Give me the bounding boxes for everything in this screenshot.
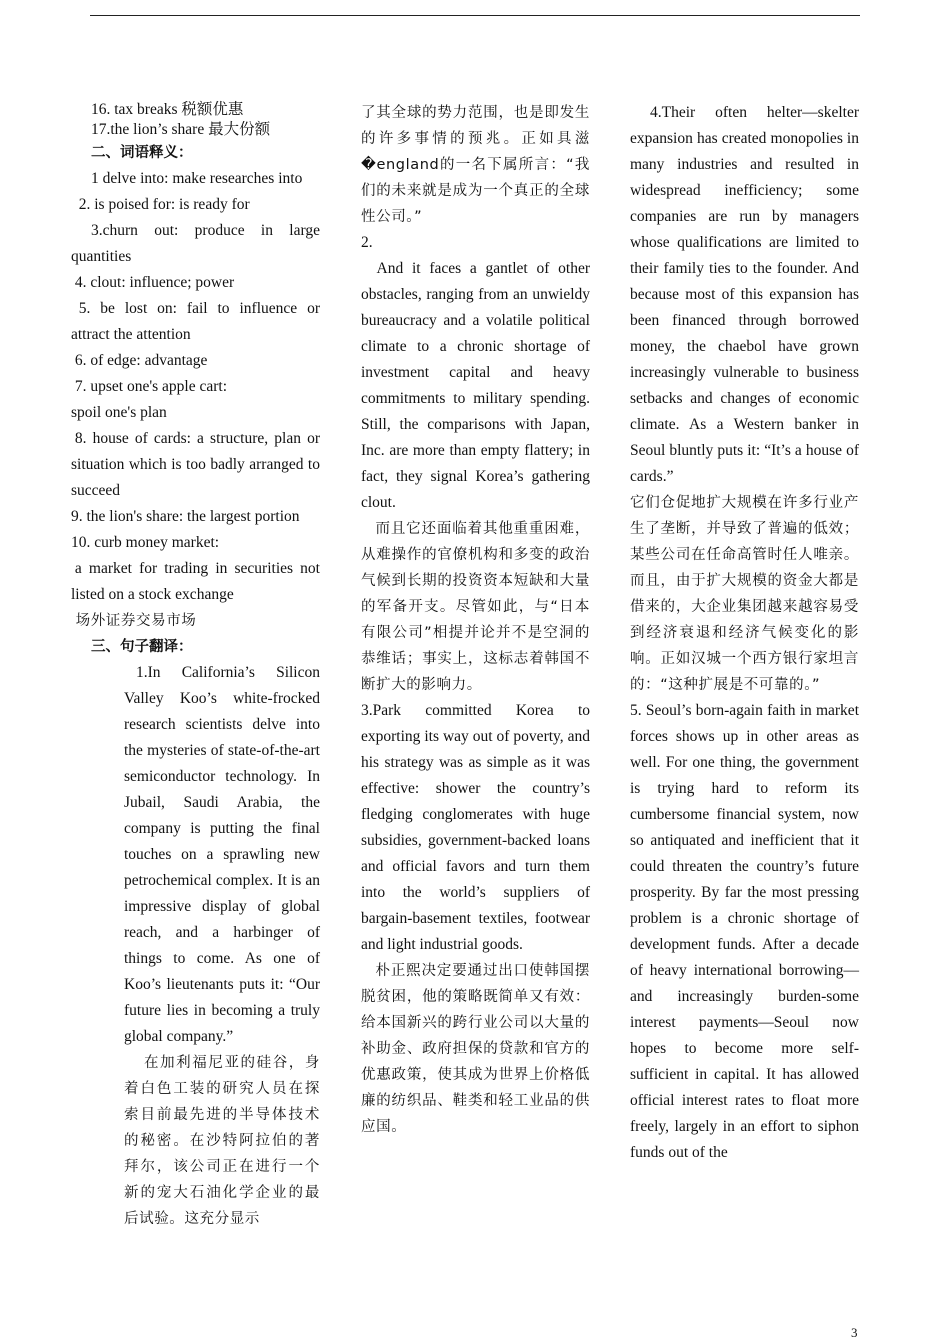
column-2 <box>361 100 590 1140</box>
sentence-4-english: 4.Their often helter—skelter expansion has created monopolies in many industries and resulted in widespread inefficiency; some companies are run by managers whose qualifications are limited to their family ties to the founder. And because most of this expansion has been financed through borrowed money, the chaebol have grown increasingly vulnerable to business setbacks and changes of economic climate. As a Western banker in Seoul bluntly puts it: “It’s a house of cards.” <box>630 104 859 485</box>
definition-9: 9. the lion's share: the largest portion <box>71 508 300 525</box>
column-3 <box>630 100 859 1166</box>
definition-7-meaning: spoil one's plan <box>71 404 167 421</box>
sentence-2-chinese: 而且它还面临着其他重重困难，从难操作的官僚机构和多变的政治气候到长期的投资资本短缺和大量的军备开支。尽管如此，与“日本有限公司”相提并论并不是空洞的恭维话；事实上，这标志着韩国不断扩大的影响力。 <box>361 521 590 693</box>
sentence-3-english: 3.Park committed Korea to exporting its way out of poverty, and his strategy was as simple as it was effective: shower the country’s fledging conglomerates with huge subsidies, government-backed loans and official favors and turn them into the world’s suppliers of bargain-basement textiles, footwear and light industrial goods. <box>361 702 590 953</box>
definition-10: 10. curb money market: <box>71 534 220 551</box>
glossary-item-17: 17.the lion’s share 最大份额 <box>91 121 271 138</box>
definition-2: 2. is poised for: is ready for <box>78 196 250 213</box>
definition-10-chinese: 场外证券交易市场 <box>75 613 197 629</box>
sentence-2-number: 2. <box>361 234 373 251</box>
definition-5: 5. be lost on: fail to influence or attract the attention <box>71 300 320 343</box>
glossary-item-16: 16. tax breaks 税额优惠 <box>91 101 244 118</box>
definition-4: 4. clout: influence; power <box>74 274 235 291</box>
sentence-5-english: 5. Seoul’s born-again faith in market forces shows up in other areas as well. For one thing, the government is trying hard to reform its cumbersome financial system, now so antiquated and inefficient that it could threaten the country’s future prosperity. By far the most pressing problem is a chronic shortage of development funds. After a decade of heavy international borrowing—and increasingly burden-some interest payments—Seoul now hopes to become more self-sufficient in capital. It has allowed official interest rates to float more freely, largely in an effort to siphon funds out of the <box>630 702 859 1161</box>
page-number: 3 <box>851 1325 858 1340</box>
sentence-4-chinese: 它们仓促地扩大规模在许多行业产生了垄断，并导致了普遍的低效；某些公司在任命高管时任人唯亲。而且，由于扩大规模的资金大都是借来的，大企业集团越来越容易受到经济衰退和经济气候变化的影响。正如汉城一个西方银行家坦言的：“这种扩展是不可靠的。” <box>630 495 859 693</box>
sentence-2-english: And it faces a gantlet of other obstacles, ranging from an unwieldy bureaucracy and a volatile political climate to a chronic shortage of investment capital and heavy commitments to military spending. Still, the comparisons with Japan, Inc. are more than empty flattery; in fact, they signal Korea’s gathering clout. <box>361 260 590 511</box>
sentence-1-chinese-continued: 了其全球的势力范围，也是即发生的许多事情的预兆。正如具滋�england的一名下属所言：“我们的未来就是成为一个真正的全球性公司。” <box>361 105 590 225</box>
definition-10-meaning: a market for trading in securities not listed on a stock exchange <box>71 560 320 603</box>
header-rule <box>90 15 860 16</box>
section-2-heading: 二、词语释义： <box>91 145 193 161</box>
sentence-1-english: 1.In California’s Silicon Valley Koo’s white-frocked research scientists delve into the mysteries of state-of-the-art semiconductor technology. In Jubail, Saudi Arabia, the company is putting the final touches on a sprawling new petrochemical complex. It is an impressive display of global reach, and a harbinger of things to come. As one of Koo’s lieutenants puts it: “Our future lies in becoming a truly global company.” <box>124 664 320 1045</box>
definition-6: 6. of edge: advantage <box>74 352 208 369</box>
definition-3: 3.churn out: produce in large quantities <box>71 222 320 265</box>
column-1 <box>71 100 320 1232</box>
sentence-1-chinese: 在加利福尼亚的硅谷，身着白色工装的研究人员在探索目前最先进的半导体技术的秘密。在沙特阿拉伯的著拜尔，该公司正在进行一个新的宠大石油化学企业的最后试验。这充分显示 <box>124 1055 320 1227</box>
definition-8: 8. house of cards: a structure, plan or situation which is too badly arranged to succeed <box>71 430 320 499</box>
definition-7: 7. upset one's apple cart: <box>74 378 228 395</box>
sentence-3-chinese: 朴正熙决定要通过出口使韩国摆脱贫困，他的策略既简单又有效：给本国新兴的跨行业公司以大量的补助金、政府担保的贷款和官方的优惠政策，使其成为世界上价格低廉的纺织品、鞋类和轻工业品的供应国。 <box>361 963 590 1135</box>
definition-1: 1 delve into: make researches into <box>91 170 303 187</box>
section-3-heading: 三、句子翻译： <box>91 639 193 655</box>
